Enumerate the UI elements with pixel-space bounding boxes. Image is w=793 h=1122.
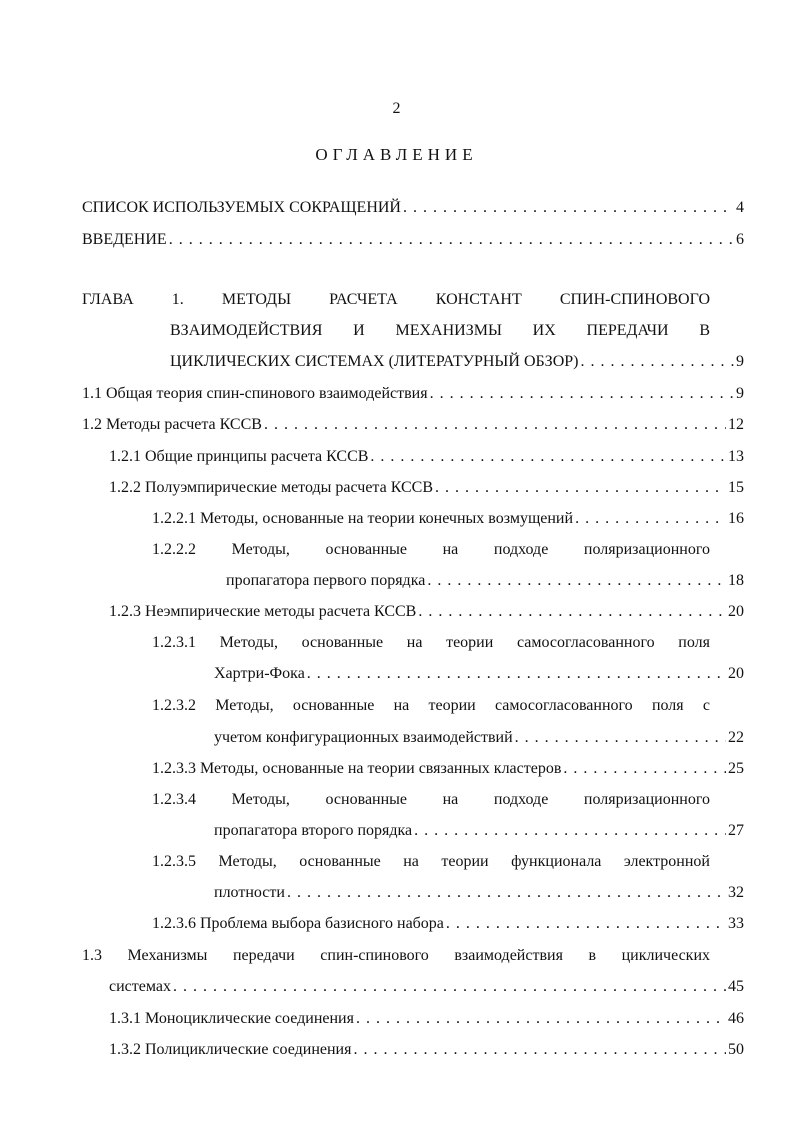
dot-leader — [307, 664, 726, 684]
toc-entry-page: 20 — [728, 603, 744, 620]
toc-entry-page: 25 — [728, 760, 744, 777]
toc-entry-title: пропагатора первого порядка — [226, 572, 426, 589]
toc-entry-title: 1.1 Общая теория спин-спинового взаимодействия — [82, 385, 428, 402]
dot-leader — [353, 1040, 726, 1060]
toc-entry-1-2-2-1[interactable] — [152, 509, 744, 529]
dot-leader — [575, 509, 726, 529]
toc-entry-title: СПИСОК ИСПОЛЬЗУЕМЫХ СОКРАЩЕНИЙ — [82, 199, 401, 216]
toc-entry-page: 27 — [728, 822, 744, 839]
toc-entry-title: 1.2.2 Полуэмпирические методы расчета КССВ — [109, 479, 433, 496]
toc-entry-abbreviations[interactable] — [82, 198, 744, 218]
dot-leader — [563, 759, 726, 779]
toc-entry-title: 1.3.1 Моноциклические соединения — [109, 1010, 354, 1027]
toc-entry-1-2-3-4[interactable] — [152, 790, 710, 810]
toc-entry-line: 1.2.3.1 Методы, основанные на теории самосогласованного поля — [152, 634, 710, 651]
dot-leader — [169, 230, 734, 250]
toc-entry-1-2-3-1-cont — [214, 664, 744, 684]
toc-entry-page: 13 — [728, 448, 744, 465]
dot-leader — [430, 384, 734, 404]
dot-leader — [427, 571, 726, 591]
toc-entry-title: пропагатора второго порядка — [214, 822, 413, 839]
toc-entry-line: 1.2.3.4 Методы, основанные на подходе поляризационного — [152, 791, 710, 808]
toc-entry-page: 12 — [728, 416, 744, 433]
toc-entry-title: 1.2.3.6 Проблема выбора базисного набора — [152, 915, 444, 932]
toc-entry-title: 1.2.2.1 Методы, основанные на теории конечных возмущений — [152, 510, 574, 527]
toc-entry-title: 1.2.3 Неэмпирические методы расчета КССВ — [109, 603, 417, 620]
toc-entry-1-2-3-4-cont — [214, 821, 744, 841]
toc-entry-line: 1.2.2.2 Методы, основанные на подходе поляризационного — [152, 541, 710, 558]
toc-entry-page: 22 — [728, 729, 744, 746]
toc-entry-page: 18 — [728, 572, 744, 589]
dot-leader — [435, 478, 726, 498]
toc-entry-introduction[interactable] — [82, 230, 744, 250]
dot-leader — [287, 883, 726, 903]
toc-entry-1-2-3[interactable] — [109, 602, 744, 622]
toc-entry-1-3-1[interactable] — [109, 1009, 744, 1029]
toc-entry-title: 1.2.3.3 Методы, основанные на теории связанных кластеров — [152, 760, 562, 777]
toc-entry-page: 32 — [728, 884, 744, 901]
toc-entry-line: 1.2.3.2 Методы, основанные на теории самосогласованного поля с — [152, 697, 710, 714]
toc-entry-chapter-1[interactable] — [82, 290, 744, 310]
toc-entry-page: 50 — [728, 1041, 744, 1058]
toc-entry-title: учетом конфигурационных взаимодействий — [214, 729, 513, 746]
toc-entry-page: 20 — [728, 665, 744, 682]
toc-entry-line: ВЗАИМОДЕЙСТВИЯ И МЕХАНИЗМЫ ИХ ПЕРЕДАЧИ В — [170, 322, 710, 339]
toc-entry-title: ВВЕДЕНИЕ — [82, 231, 167, 248]
toc-entry-page: 4 — [736, 199, 744, 216]
toc-entry-1-2[interactable] — [82, 415, 744, 435]
dot-leader — [418, 602, 726, 622]
toc-entry-page: 9 — [736, 385, 744, 402]
toc-entry-page: 33 — [728, 915, 744, 932]
dot-leader — [356, 1009, 726, 1029]
dot-leader — [370, 447, 726, 467]
toc-entry-1-2-3-6[interactable] — [152, 914, 744, 934]
toc-entry-title: 1.3.2 Полициклические соединения — [109, 1041, 352, 1058]
toc-entry-1-2-1[interactable] — [109, 447, 744, 467]
toc-entry-1-3-cont — [109, 977, 744, 997]
toc-entry-1-3-2[interactable] — [109, 1040, 744, 1060]
toc-entry-1-2-2[interactable] — [109, 478, 744, 498]
dot-leader — [446, 914, 726, 934]
toc-entry-title: Хартри-Фока — [214, 665, 305, 682]
toc-entry-1-2-3-2[interactable] — [152, 696, 710, 716]
toc-entry-title: плотности — [214, 884, 285, 901]
toc-entry-chapter-1-cont — [170, 321, 710, 341]
page-number: 2 — [392, 100, 401, 117]
toc-entry-line: 1.2.3.5 Методы, основанные на теории функционала электронной — [152, 853, 710, 870]
dot-leader — [264, 415, 726, 435]
dot-leader — [515, 728, 726, 748]
toc-entry-1-2-3-5[interactable] — [152, 852, 710, 872]
toc-entry-title: 1.2.1 Общие принципы расчета КССВ — [109, 448, 369, 465]
toc-entry-chapter-1-last — [170, 352, 744, 372]
toc-entry-line: ГЛАВА 1. МЕТОДЫ РАСЧЕТА КОНСТАНТ СПИН-СПИНОВОГО — [82, 291, 710, 308]
toc-entry-1-1[interactable] — [82, 384, 744, 404]
toc-entry-page: 45 — [728, 978, 744, 995]
toc-entry-1-2-3-2-cont — [214, 728, 744, 748]
dot-leader — [173, 977, 726, 997]
toc-entry-line: 1.3 Механизмы передачи спин-спинового взаимодействия в циклических — [82, 947, 710, 964]
toc-entry-page: 6 — [736, 231, 744, 248]
dot-leader — [580, 352, 734, 372]
toc-entry-page: 9 — [736, 353, 744, 370]
toc-entry-page: 15 — [728, 479, 744, 496]
toc-entry-1-2-2-2-cont — [226, 571, 744, 591]
toc-entry-1-2-3-1[interactable] — [152, 633, 710, 653]
toc-entry-title: системах — [109, 978, 171, 995]
toc-title: ОГЛАВЛЕНИЕ — [315, 145, 478, 164]
toc-entry-page: 46 — [728, 1010, 744, 1027]
toc-entry-title: 1.2 Методы расчета КССВ — [82, 416, 262, 433]
toc-entry-page: 16 — [728, 510, 744, 527]
dot-leader — [403, 198, 734, 218]
toc-entry-1-3[interactable] — [82, 946, 710, 966]
toc-entry-1-2-3-3[interactable] — [152, 759, 744, 779]
toc-entry-1-2-2-2[interactable] — [152, 540, 710, 560]
toc-entry-1-2-3-5-cont — [214, 883, 744, 903]
dot-leader — [414, 821, 726, 841]
toc-entry-title: ЦИКЛИЧЕСКИХ СИСТЕМАХ (ЛИТЕРАТУРНЫЙ ОБЗОР) — [170, 353, 579, 370]
